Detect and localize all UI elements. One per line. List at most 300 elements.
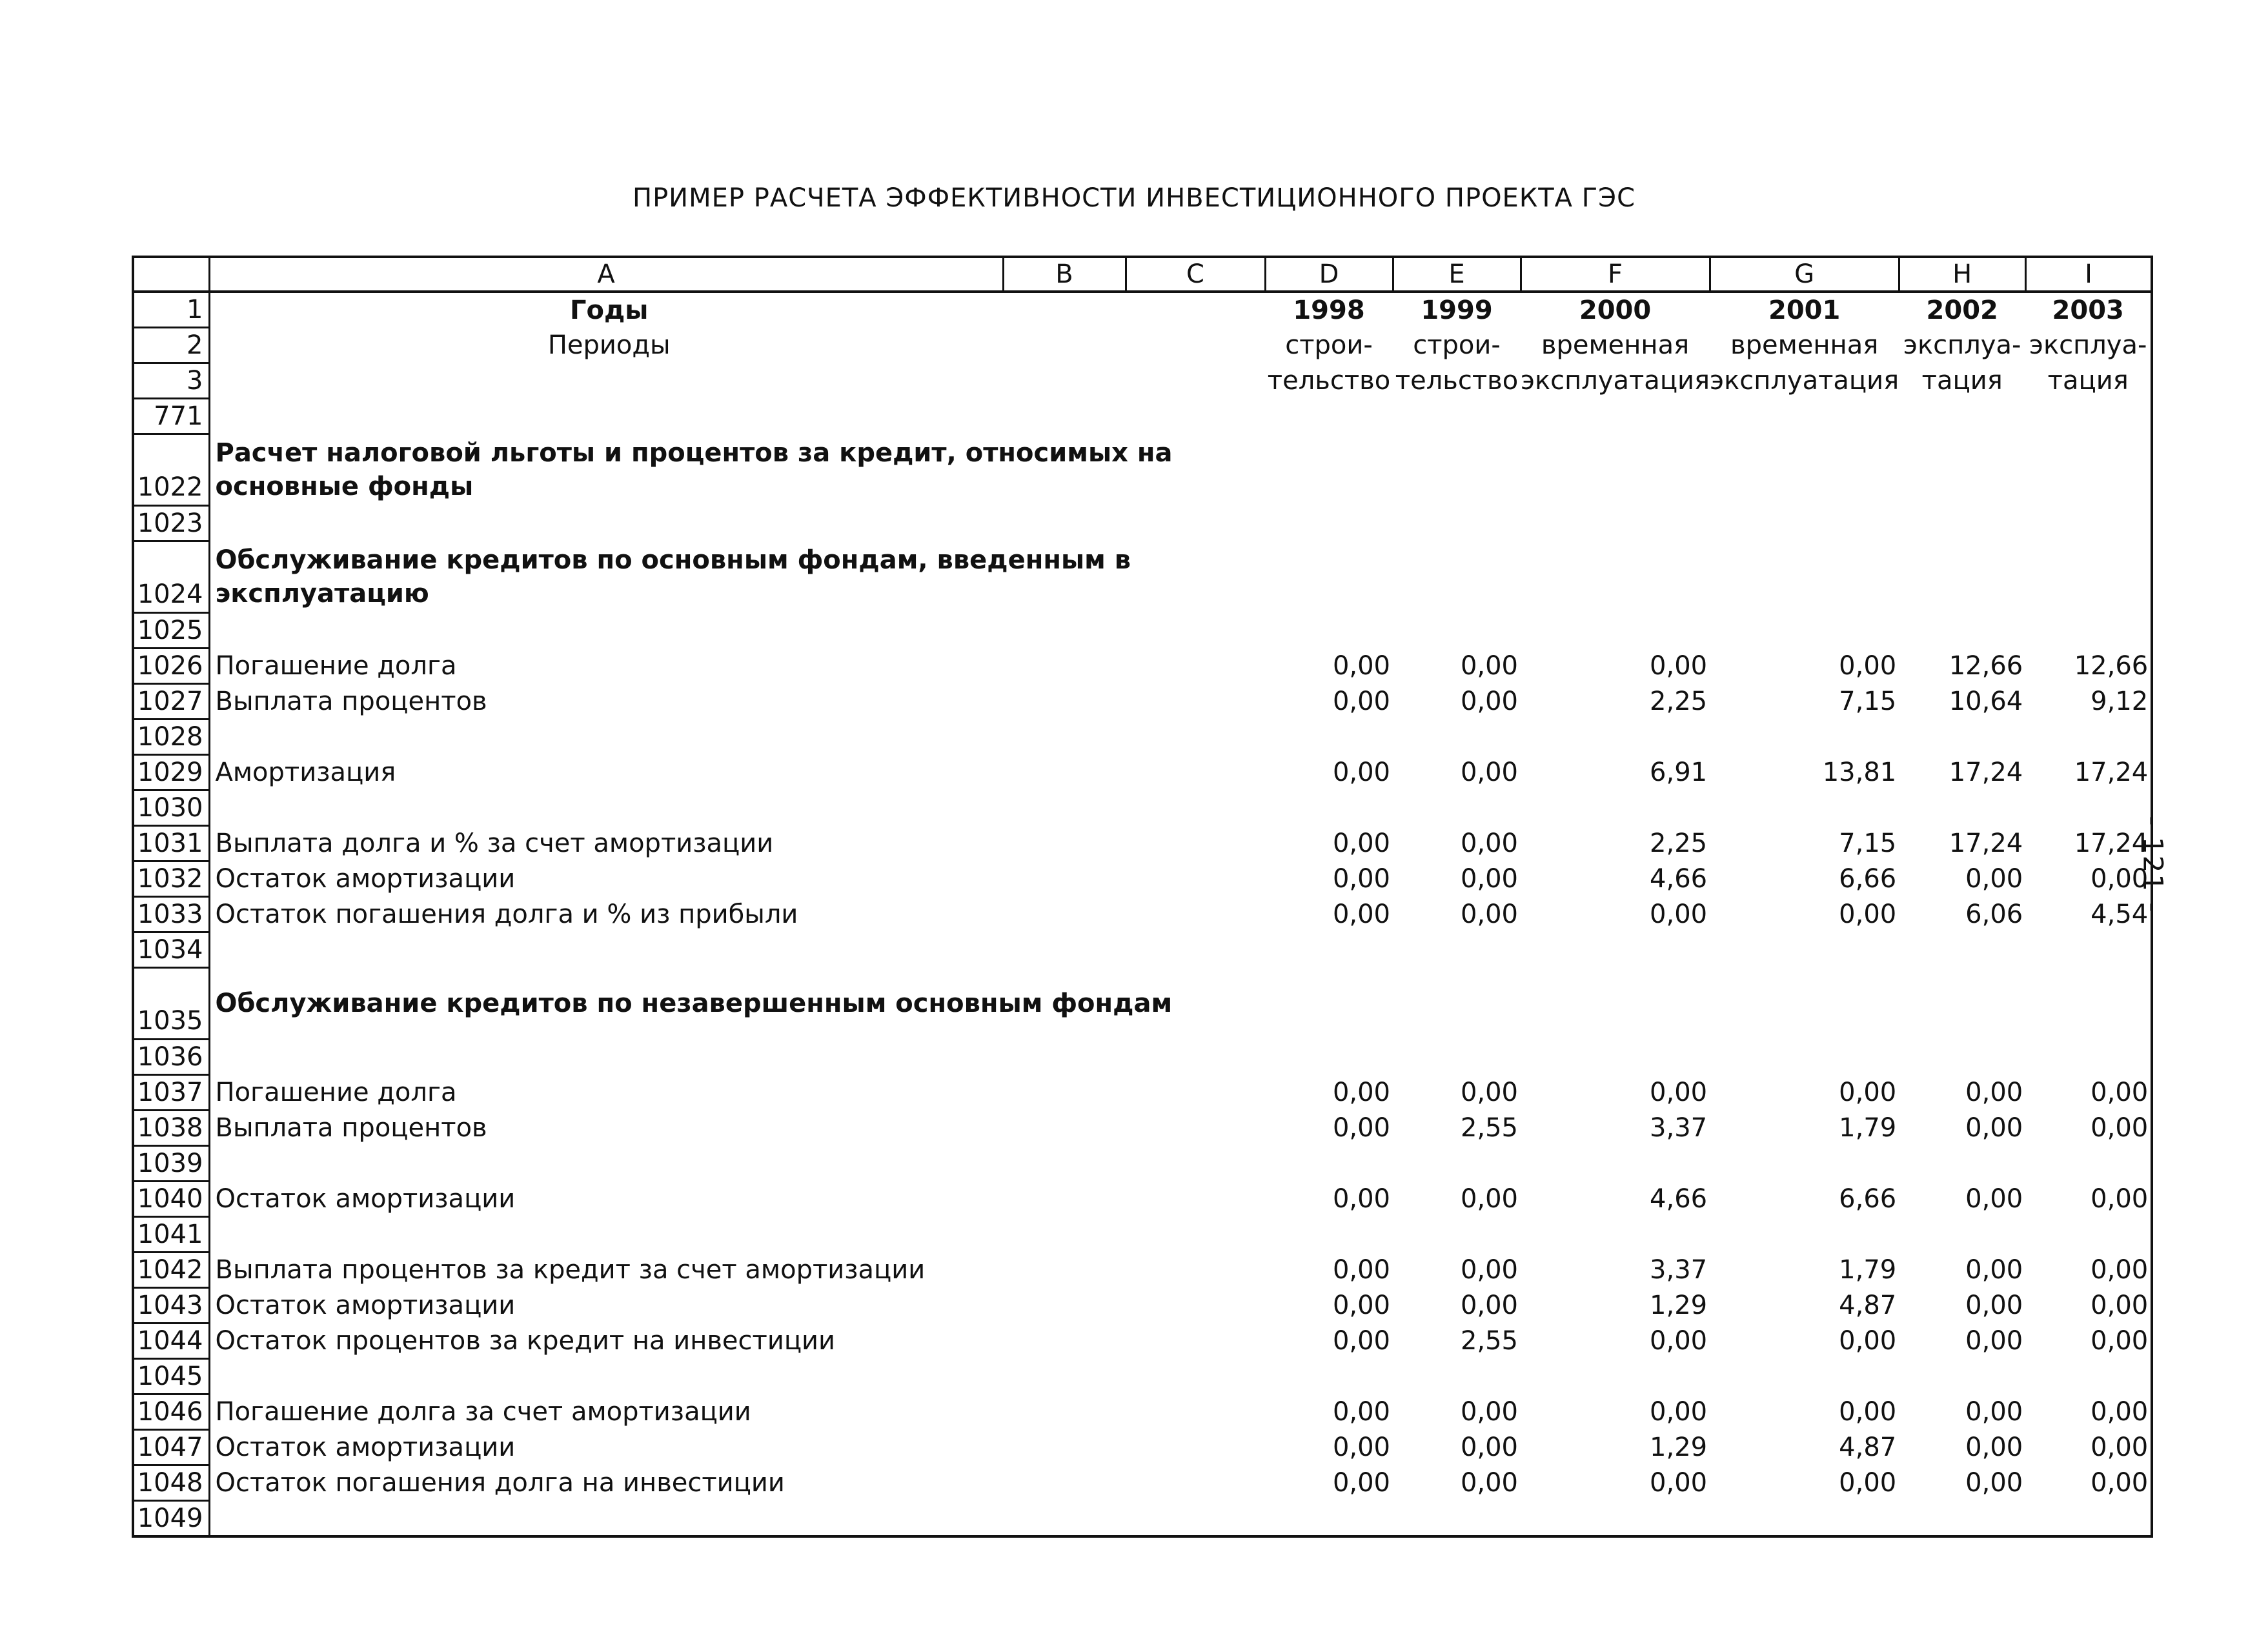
row-label[interactable]: Остаток амортизации (209, 1288, 1003, 1323)
cell[interactable] (1126, 506, 1265, 541)
cell[interactable] (1003, 897, 1126, 932)
row-number[interactable]: 1040 (134, 1182, 209, 1217)
period-cell[interactable]: эксплуа- (1903, 330, 2021, 360)
value-cell[interactable] (1521, 1501, 1710, 1536)
value-cell[interactable]: 9,12 (2091, 687, 2149, 716)
cell[interactable] (1126, 1182, 1265, 1217)
value-cell[interactable] (1265, 968, 1393, 1040)
row-number[interactable]: 1041 (134, 1217, 209, 1253)
year-cell[interactable]: 2003 (2052, 295, 2124, 325)
cell[interactable] (1126, 897, 1265, 932)
value-cell[interactable]: 1,29 (1650, 1433, 1708, 1462)
cell[interactable] (1003, 1465, 1126, 1501)
row-label[interactable]: Остаток амортизации (209, 1182, 1003, 1217)
value-cell[interactable]: 4,66 (1650, 864, 1708, 894)
value-cell[interactable] (1265, 1217, 1393, 1253)
value-cell[interactable]: 0,00 (1650, 1326, 1708, 1356)
value-cell[interactable]: 0,00 (1332, 900, 1390, 929)
row-label[interactable] (209, 1040, 1003, 1075)
row-label[interactable]: Выплата процентов за кредит за счет амортизации (209, 1253, 1003, 1288)
cell[interactable] (209, 399, 1003, 434)
cell[interactable] (1126, 292, 1265, 328)
value-cell[interactable] (1393, 1040, 1521, 1075)
value-cell[interactable]: 0,00 (1332, 1433, 1390, 1462)
row-label[interactable] (209, 506, 1003, 541)
period-cell[interactable]: тельство (1395, 366, 1519, 396)
period-cell[interactable]: эксплуатация (1521, 366, 1710, 396)
row-number[interactable]: 1026 (134, 649, 209, 684)
value-cell[interactable] (1521, 613, 1710, 649)
value-cell[interactable] (2025, 1501, 2151, 1536)
cell[interactable] (1003, 1253, 1126, 1288)
cell[interactable] (1003, 363, 1126, 399)
value-cell[interactable]: 17,24 (1949, 758, 2023, 787)
value-cell[interactable] (1521, 932, 1710, 968)
cell[interactable] (1126, 1288, 1265, 1323)
cell[interactable] (1003, 1394, 1126, 1430)
value-cell[interactable] (1265, 541, 1393, 613)
row-number[interactable]: 1038 (134, 1111, 209, 1146)
value-cell[interactable] (1521, 506, 1710, 541)
value-cell[interactable]: 1,79 (1839, 1113, 1897, 1143)
value-cell[interactable] (1393, 506, 1521, 541)
row-number[interactable]: 1029 (134, 755, 209, 790)
period-cell[interactable]: эксплуа- (2029, 330, 2147, 360)
cell[interactable] (1003, 755, 1126, 790)
cell[interactable] (1126, 649, 1265, 684)
value-cell[interactable]: 0,00 (2091, 864, 2149, 894)
cell[interactable] (1003, 826, 1126, 861)
year-cell[interactable]: 2000 (1579, 295, 1652, 325)
value-cell[interactable] (1710, 790, 1899, 826)
column-header-a[interactable]: A (209, 258, 1003, 292)
cell[interactable] (1126, 826, 1265, 861)
cell[interactable] (1899, 399, 2025, 434)
value-cell[interactable]: 0,00 (1965, 1468, 2023, 1498)
value-cell[interactable]: 7,15 (1839, 829, 1897, 858)
value-cell[interactable]: 12,66 (2074, 651, 2149, 681)
value-cell[interactable]: 17,24 (2074, 829, 2149, 858)
value-cell[interactable]: 0,00 (1965, 1326, 2023, 1356)
row-number[interactable]: 1043 (134, 1288, 209, 1323)
row-label[interactable]: Погашение долга (209, 649, 1003, 684)
cell[interactable] (1003, 719, 1126, 755)
row-number[interactable]: 2 (134, 328, 209, 363)
cell[interactable] (1126, 363, 1265, 399)
value-cell[interactable]: 0,00 (1332, 1397, 1390, 1427)
row-label[interactable]: Остаток амортизации (209, 861, 1003, 897)
section-heading[interactable]: Обслуживание кредитов по основным фондам, введенным в эксплуатацию (209, 541, 1265, 613)
row-number[interactable]: 1027 (134, 684, 209, 719)
row-number[interactable]: 1045 (134, 1359, 209, 1394)
value-cell[interactable] (1710, 506, 1899, 541)
row-label[interactable] (209, 932, 1003, 968)
cell[interactable] (1126, 790, 1265, 826)
value-cell[interactable]: 0,00 (1460, 758, 1518, 787)
cell[interactable] (1003, 1323, 1126, 1359)
value-cell[interactable]: 4,54 (2091, 900, 2149, 929)
section-heading[interactable]: Расчет налоговой льготы и процентов за кредит, относимых на основные фонды (209, 434, 1265, 506)
value-cell[interactable]: 0,00 (1332, 1113, 1390, 1143)
cell[interactable] (1126, 1253, 1265, 1288)
column-header-f[interactable]: F (1521, 258, 1710, 292)
row-number[interactable]: 1022 (134, 434, 209, 506)
section-heading[interactable]: Обслуживание кредитов по незавершенным основным фондам (209, 968, 1265, 1040)
value-cell[interactable]: 0,00 (1460, 651, 1518, 681)
value-cell[interactable]: 0,00 (1965, 1255, 2023, 1285)
value-cell[interactable]: 0,00 (1460, 1468, 1518, 1498)
period-cell[interactable]: тельство (1267, 366, 1391, 396)
value-cell[interactable]: 0,00 (1332, 864, 1390, 894)
value-cell[interactable] (1521, 434, 1710, 506)
cell[interactable] (1126, 1359, 1265, 1394)
value-cell[interactable] (1899, 1359, 2025, 1394)
value-cell[interactable]: 0,00 (1839, 651, 1897, 681)
row-number[interactable]: 1028 (134, 719, 209, 755)
value-cell[interactable]: 17,24 (2074, 758, 2149, 787)
value-cell[interactable]: 0,00 (1332, 1184, 1390, 1214)
cell[interactable] (1126, 719, 1265, 755)
value-cell[interactable]: 0,00 (1460, 1291, 1518, 1320)
value-cell[interactable]: 0,00 (1332, 687, 1390, 716)
value-cell[interactable] (2025, 506, 2151, 541)
value-cell[interactable] (2025, 790, 2151, 826)
row-label[interactable] (209, 1501, 1003, 1536)
column-header-d[interactable]: D (1265, 258, 1393, 292)
cell[interactable] (1126, 932, 1265, 968)
value-cell[interactable] (1393, 1146, 1521, 1182)
column-header-c[interactable]: C (1126, 258, 1265, 292)
row-label[interactable] (209, 790, 1003, 826)
value-cell[interactable]: 1,29 (1650, 1291, 1708, 1320)
value-cell[interactable] (1393, 1217, 1521, 1253)
cell[interactable] (1126, 399, 1265, 434)
value-cell[interactable] (1265, 1146, 1393, 1182)
value-cell[interactable] (1521, 1146, 1710, 1182)
value-cell[interactable]: 0,00 (2091, 1433, 2149, 1462)
cell[interactable] (1126, 1146, 1265, 1182)
value-cell[interactable] (1710, 719, 1899, 755)
value-cell[interactable]: 0,00 (1460, 829, 1518, 858)
row-number[interactable]: 1023 (134, 506, 209, 541)
value-cell[interactable]: 0,00 (1460, 900, 1518, 929)
value-cell[interactable]: 0,00 (1839, 1397, 1897, 1427)
value-cell[interactable]: 0,00 (1650, 1078, 1708, 1107)
value-cell[interactable]: 0,00 (2091, 1397, 2149, 1427)
value-cell[interactable] (2025, 541, 2151, 613)
row-number[interactable]: 1046 (134, 1394, 209, 1430)
value-cell[interactable]: 0,00 (1332, 1468, 1390, 1498)
cell[interactable] (1126, 1075, 1265, 1111)
row-label[interactable]: Остаток процентов за кредит на инвестиции (209, 1323, 1003, 1359)
value-cell[interactable] (1265, 434, 1393, 506)
period-cell[interactable]: временная (1541, 330, 1690, 360)
row-number[interactable]: 1047 (134, 1430, 209, 1465)
cell[interactable] (1003, 292, 1126, 328)
value-cell[interactable]: 0,00 (1332, 1326, 1390, 1356)
value-cell[interactable]: 0,00 (2091, 1113, 2149, 1143)
value-cell[interactable]: 0,00 (2091, 1255, 2149, 1285)
column-header-g[interactable]: G (1710, 258, 1899, 292)
cell[interactable] (1126, 755, 1265, 790)
value-cell[interactable] (1899, 613, 2025, 649)
value-cell[interactable] (1710, 1217, 1899, 1253)
value-cell[interactable] (1521, 1217, 1710, 1253)
value-cell[interactable]: 4,66 (1650, 1184, 1708, 1214)
value-cell[interactable] (2025, 1146, 2151, 1182)
cell[interactable] (2025, 399, 2151, 434)
value-cell[interactable]: 0,00 (1839, 900, 1897, 929)
period-cell[interactable]: строи- (1285, 330, 1373, 360)
column-header-h[interactable]: H (1899, 258, 2025, 292)
cell[interactable] (1265, 399, 1393, 434)
value-cell[interactable] (1899, 719, 2025, 755)
value-cell[interactable]: 0,00 (1650, 651, 1708, 681)
row-number[interactable]: 1048 (134, 1465, 209, 1501)
cell[interactable] (1003, 1111, 1126, 1146)
period-cell[interactable]: тация (1921, 366, 2003, 396)
value-cell[interactable] (1899, 506, 2025, 541)
cell[interactable] (1126, 1465, 1265, 1501)
row-number[interactable]: 1036 (134, 1040, 209, 1075)
value-cell[interactable] (1710, 541, 1899, 613)
row-number[interactable]: 1049 (134, 1501, 209, 1536)
cell[interactable] (1003, 1182, 1126, 1217)
row-number[interactable]: 1024 (134, 541, 209, 613)
row-label[interactable] (209, 1146, 1003, 1182)
value-cell[interactable]: 0,00 (1839, 1078, 1897, 1107)
value-cell[interactable]: 0,00 (1460, 1433, 1518, 1462)
cell[interactable] (1393, 399, 1521, 434)
row-number[interactable]: 1039 (134, 1146, 209, 1182)
value-cell[interactable]: 0,00 (2091, 1078, 2149, 1107)
row-number[interactable]: 1042 (134, 1253, 209, 1288)
row-label[interactable]: Выплата долга и % за счет амортизации (209, 826, 1003, 861)
value-cell[interactable]: 12,66 (1949, 651, 2023, 681)
value-cell[interactable]: 4,87 (1839, 1433, 1897, 1462)
cell[interactable] (1003, 399, 1126, 434)
row-label[interactable]: Остаток погашения долга и % из прибыли (209, 897, 1003, 932)
value-cell[interactable]: 3,37 (1650, 1255, 1708, 1285)
row-label[interactable]: Погашение долга за счет амортизации (209, 1394, 1003, 1430)
row-label[interactable]: Остаток погашения долга на инвестиции (209, 1465, 1003, 1501)
value-cell[interactable]: 6,66 (1839, 1184, 1897, 1214)
value-cell[interactable] (1710, 968, 1899, 1040)
value-cell[interactable]: 0,00 (1460, 687, 1518, 716)
cell[interactable] (1126, 328, 1265, 363)
column-header-b[interactable]: B (1003, 258, 1126, 292)
value-cell[interactable] (1265, 506, 1393, 541)
value-cell[interactable]: 0,00 (1839, 1326, 1897, 1356)
value-cell[interactable]: 4,87 (1839, 1291, 1897, 1320)
cell[interactable] (1126, 684, 1265, 719)
value-cell[interactable] (1521, 541, 1710, 613)
cell[interactable] (1003, 613, 1126, 649)
value-cell[interactable] (1710, 932, 1899, 968)
value-cell[interactable]: 10,64 (1949, 687, 2023, 716)
value-cell[interactable]: 0,00 (2091, 1326, 2149, 1356)
row-number[interactable]: 1044 (134, 1323, 209, 1359)
value-cell[interactable]: 0,00 (1965, 1078, 2023, 1107)
value-cell[interactable] (1393, 1359, 1521, 1394)
value-cell[interactable] (1899, 1501, 2025, 1536)
row-label[interactable]: Выплата процентов (209, 1111, 1003, 1146)
cell[interactable] (1126, 613, 1265, 649)
value-cell[interactable] (1710, 1501, 1899, 1536)
value-cell[interactable] (1710, 1040, 1899, 1075)
row-label[interactable] (209, 613, 1003, 649)
cell[interactable] (1126, 861, 1265, 897)
row-number[interactable]: 1034 (134, 932, 209, 968)
cell[interactable] (1003, 1288, 1126, 1323)
cell[interactable] (1003, 506, 1126, 541)
cell[interactable] (1126, 1111, 1265, 1146)
cell[interactable] (1126, 1430, 1265, 1465)
value-cell[interactable]: 13,81 (1822, 758, 1897, 787)
cell[interactable] (1003, 1040, 1126, 1075)
value-cell[interactable]: 0,00 (1650, 1397, 1708, 1427)
year-cell[interactable]: 1999 (1421, 295, 1493, 325)
cell[interactable] (1710, 399, 1899, 434)
value-cell[interactable] (1265, 613, 1393, 649)
cell[interactable] (1003, 790, 1126, 826)
value-cell[interactable] (1899, 790, 2025, 826)
value-cell[interactable] (1521, 719, 1710, 755)
period-cell[interactable]: временная (1730, 330, 1879, 360)
value-cell[interactable] (1521, 1359, 1710, 1394)
cell[interactable] (1003, 649, 1126, 684)
cell[interactable] (1521, 399, 1710, 434)
value-cell[interactable] (1265, 1359, 1393, 1394)
value-cell[interactable]: 2,25 (1650, 829, 1708, 858)
cell[interactable] (1003, 684, 1126, 719)
value-cell[interactable] (2025, 968, 2151, 1040)
value-cell[interactable]: 7,15 (1839, 687, 1897, 716)
row-number[interactable]: 1031 (134, 826, 209, 861)
value-cell[interactable]: 0,00 (1460, 1184, 1518, 1214)
cell[interactable] (209, 363, 1003, 399)
row-label[interactable] (209, 1359, 1003, 1394)
value-cell[interactable]: 2,25 (1650, 687, 1708, 716)
value-cell[interactable] (1393, 790, 1521, 826)
row-number[interactable]: 1 (134, 292, 209, 328)
cell[interactable] (1003, 932, 1126, 968)
value-cell[interactable] (1265, 1501, 1393, 1536)
value-cell[interactable]: 0,00 (1460, 1078, 1518, 1107)
cell[interactable] (1003, 861, 1126, 897)
row-number[interactable]: 1033 (134, 897, 209, 932)
value-cell[interactable] (1899, 968, 2025, 1040)
value-cell[interactable] (2025, 719, 2151, 755)
row-label[interactable]: Погашение долга (209, 1075, 1003, 1111)
cell[interactable] (1126, 1394, 1265, 1430)
value-cell[interactable] (2025, 434, 2151, 506)
periods-label[interactable]: Периоды (209, 328, 1003, 363)
value-cell[interactable]: 0,00 (1965, 1113, 2023, 1143)
cell[interactable] (1126, 1217, 1265, 1253)
period-cell[interactable]: строи- (1413, 330, 1501, 360)
corner-cell[interactable] (134, 258, 209, 292)
value-cell[interactable]: 0,00 (1965, 1433, 2023, 1462)
value-cell[interactable] (2025, 1217, 2151, 1253)
value-cell[interactable]: 0,00 (2091, 1291, 2149, 1320)
row-number[interactable]: 1030 (134, 790, 209, 826)
value-cell[interactable]: 1,79 (1839, 1255, 1897, 1285)
value-cell[interactable] (1265, 790, 1393, 826)
value-cell[interactable] (1393, 1501, 1521, 1536)
value-cell[interactable] (1899, 1040, 2025, 1075)
value-cell[interactable] (1899, 541, 2025, 613)
value-cell[interactable] (1393, 719, 1521, 755)
cell[interactable] (1003, 1217, 1126, 1253)
column-header-i[interactable]: I (2025, 258, 2151, 292)
value-cell[interactable] (1710, 613, 1899, 649)
value-cell[interactable]: 17,24 (1949, 829, 2023, 858)
value-cell[interactable]: 0,00 (1332, 1291, 1390, 1320)
value-cell[interactable] (1710, 1146, 1899, 1182)
value-cell[interactable] (1899, 434, 2025, 506)
value-cell[interactable]: 0,00 (2091, 1184, 2149, 1214)
cell[interactable] (1003, 1146, 1126, 1182)
row-number[interactable]: 1037 (134, 1075, 209, 1111)
value-cell[interactable] (1393, 434, 1521, 506)
value-cell[interactable] (1899, 1217, 2025, 1253)
value-cell[interactable] (1521, 968, 1710, 1040)
value-cell[interactable]: 0,00 (1460, 1255, 1518, 1285)
value-cell[interactable] (1710, 434, 1899, 506)
value-cell[interactable]: 0,00 (1332, 758, 1390, 787)
column-header-e[interactable]: E (1393, 258, 1521, 292)
value-cell[interactable]: 0,00 (1965, 1291, 2023, 1320)
period-cell[interactable]: тация (2047, 366, 2129, 396)
year-cell[interactable]: 2002 (1926, 295, 1998, 325)
value-cell[interactable] (1899, 932, 2025, 968)
value-cell[interactable] (1521, 1040, 1710, 1075)
value-cell[interactable]: 0,00 (1650, 1468, 1708, 1498)
cell[interactable] (1003, 1075, 1126, 1111)
value-cell[interactable]: 0,00 (1839, 1468, 1897, 1498)
cell[interactable] (1003, 1501, 1126, 1536)
cell[interactable] (1126, 1040, 1265, 1075)
value-cell[interactable]: 0,00 (1332, 1255, 1390, 1285)
row-label[interactable]: Амортизация (209, 755, 1003, 790)
value-cell[interactable] (1393, 613, 1521, 649)
value-cell[interactable] (1265, 1040, 1393, 1075)
value-cell[interactable] (1393, 968, 1521, 1040)
cell[interactable] (1003, 328, 1126, 363)
value-cell[interactable] (1393, 541, 1521, 613)
value-cell[interactable] (2025, 932, 2151, 968)
value-cell[interactable]: 0,00 (1332, 651, 1390, 681)
value-cell[interactable] (1265, 719, 1393, 755)
year-cell[interactable]: 1998 (1293, 295, 1365, 325)
value-cell[interactable] (2025, 613, 2151, 649)
value-cell[interactable]: 0,00 (1965, 864, 2023, 894)
value-cell[interactable]: 0,00 (1332, 829, 1390, 858)
period-cell[interactable]: эксплуатация (1710, 366, 1899, 396)
value-cell[interactable]: 6,91 (1650, 758, 1708, 787)
row-number[interactable]: 1035 (134, 968, 209, 1040)
value-cell[interactable] (1265, 932, 1393, 968)
row-label[interactable] (209, 1217, 1003, 1253)
cell[interactable] (1003, 1430, 1126, 1465)
value-cell[interactable]: 0,00 (1965, 1184, 2023, 1214)
value-cell[interactable] (1710, 1359, 1899, 1394)
cell[interactable] (1126, 1323, 1265, 1359)
row-number[interactable]: 1025 (134, 613, 209, 649)
value-cell[interactable]: 0,00 (1650, 900, 1708, 929)
value-cell[interactable]: 6,06 (1965, 900, 2023, 929)
